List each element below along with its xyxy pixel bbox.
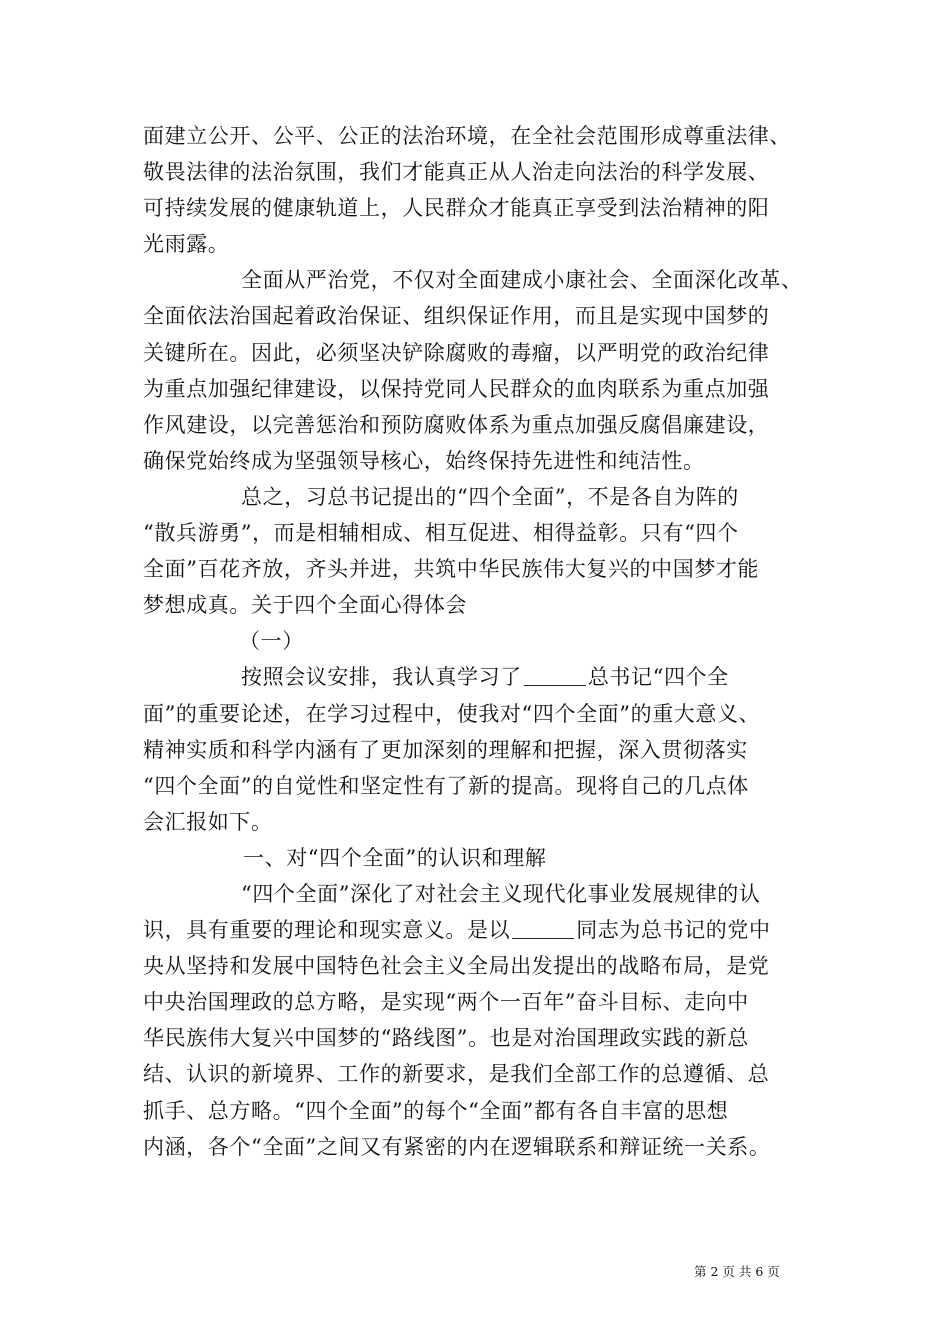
paragraph-rule-of-law-continued xyxy=(143,118,833,262)
text-span: 按照会议安排，我认真学习了 xyxy=(241,665,522,690)
text-line: 全面依法治国起着政治保证、组织保证作用，而且是实现中国梦的 xyxy=(143,304,770,329)
text-line: 为重点加强纪律建设，以保持党同人民群众的血肉联系为重点加强 xyxy=(143,376,770,401)
text-line: 面”的重要论述，在学习过程中，使我对“四个全面”的重大意义、 xyxy=(143,701,761,726)
text-line xyxy=(143,912,833,948)
text-span: 识，具有重要的理论和现实意义。是以 xyxy=(143,918,511,943)
paragraph-study-report xyxy=(143,659,833,839)
section-label: （一） xyxy=(239,629,304,654)
page-indicator: 第 2 页 共 6 页 xyxy=(694,1264,780,1279)
text-line: “四个全面”的自觉性和坚定性有了新的提高。现将自己的几点体 xyxy=(143,773,749,798)
text-line: 会汇报如下。 xyxy=(143,809,273,834)
text-line: 面建立公开、公平、公正的法治环境，在全社会范围形成尊重法律、 xyxy=(143,124,791,148)
text-line: 抓手、总方略。“四个全面”的每个“全面”都有各自丰富的思想 xyxy=(143,1098,729,1123)
text-line: 央从坚持和发展中国特色社会主义全局出发提出的战略布局，是党 xyxy=(143,954,770,979)
text-line: 作风建设，以完善惩治和预防腐败体系为重点加强反腐倡廉建设， xyxy=(143,412,770,437)
document-body xyxy=(143,118,833,1165)
text-span: 同志为总书记的党中 xyxy=(576,918,771,943)
paragraph-strict-party-governance xyxy=(143,262,833,479)
text-line: 光雨露。 xyxy=(143,232,230,257)
fill-in-blank xyxy=(524,667,586,686)
section-heading: 一、对“四个全面”的认识和理解 xyxy=(243,845,547,870)
paragraph-four-comprehensives xyxy=(143,876,833,1165)
text-line: 关键所在。因此，必须坚决铲除腐败的毒瘤，以严明党的政治纪律 xyxy=(143,340,770,365)
text-line: “四个全面”深化了对社会主义现代化事业发展规律的认 xyxy=(241,881,761,906)
text-line: 全面从严治党，不仅对全面建成小康社会、全面深化改革、 xyxy=(241,268,803,293)
text-line: 可持续发展的健康轨道上，人民群众才能真正享受到法治精神的阳 xyxy=(143,196,770,221)
text-span: 总书记“四个全 xyxy=(587,665,729,690)
text-line: 内涵，各个“全面”之间又有紧密的内在逻辑联系和辩证统一关系。 xyxy=(143,1134,771,1159)
paragraph-conclusion xyxy=(143,479,833,623)
text-line xyxy=(143,659,833,695)
text-line: 梦想成真。关于四个全面心得体会 xyxy=(143,593,467,618)
text-line: 中央治国理政的总方略，是实现“两个一百年”奋斗目标、走向中 xyxy=(143,990,749,1015)
text-line: 全面”百花齐放，齐头并进，共筑中华民族伟大复兴的中国梦才能 xyxy=(143,557,760,582)
text-line: 敬畏法律的法治氛围，我们才能真正从人治走向法治的科学发展、 xyxy=(143,160,770,185)
text-line: 结、认识的新境界、工作的新要求，是我们全部工作的总遵循、总 xyxy=(143,1062,770,1087)
text-line: 总之，习总书记提出的“四个全面”，不是各自为阵的 xyxy=(241,484,739,509)
fill-in-blank xyxy=(512,920,574,939)
text-line: “散兵游勇”，而是相辅相成、相互促进、相得益彰。只有“四个 xyxy=(143,521,739,546)
text-line: 确保党始终成为坚强领导核心，始终保持先进性和纯洁性。 xyxy=(143,448,705,473)
text-line: 精神实质和科学内涵有了更加深刻的理解和把握，深入贯彻落实 xyxy=(143,737,748,762)
text-line: 华民族伟大复兴中国梦的“路线图”。也是对治国理政实践的新总 xyxy=(143,1026,749,1051)
